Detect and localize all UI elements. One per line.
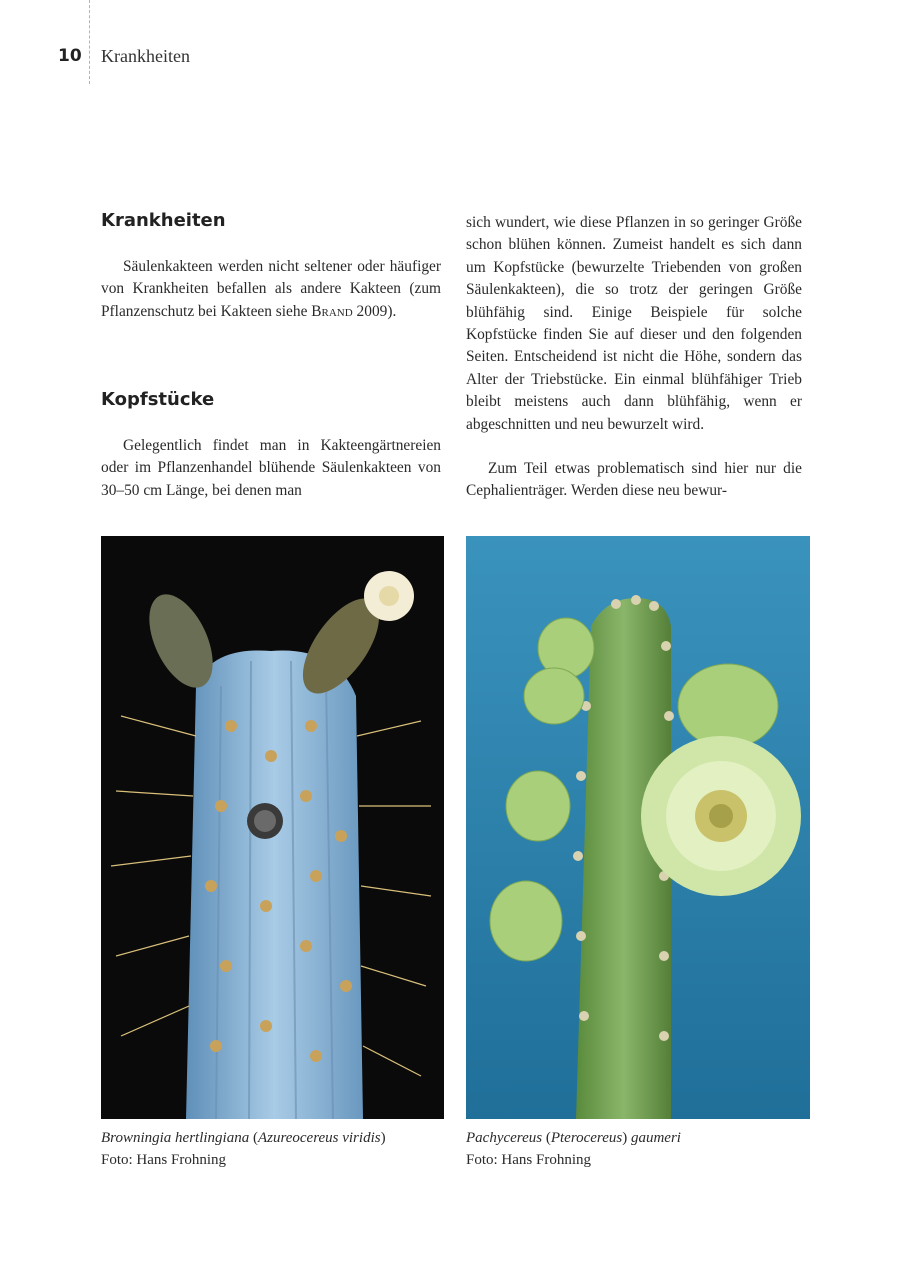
- caption-pachycereus-genus: Pachycereus: [466, 1130, 543, 1146]
- caption-browningia: [101, 1127, 451, 1171]
- paragraph-kopfstuecke-right: sich wundert, wie diese Pflanzen in so geringer Größe schon blühen können. Zumeist handelt es sich dann um Kopfstücke (bewurzelte Triebenden von großen Säulenkakteen), die so trotz der geringen Größe blühfähig sind. Einige Beispiele für solche Kopfstücke finden Sie auf dieser und den folgenden Seiten. Entscheidend ist nicht die Höhe, sondern das Alter der Triebstücke. Ein einmal blühfähiger Trieb bleibt meistens auch dann blühfähig, wenn er abgeschnitten und neu bewurzelt wird.: [466, 214, 802, 433]
- caption-browningia-title: Browningia hertlingiana (Azureocereus viridis): [101, 1130, 386, 1146]
- caption-browningia-species: Browningia hertlingiana: [101, 1130, 250, 1146]
- caption-browningia-credit: Foto: Hans Frohning: [101, 1152, 227, 1168]
- caption-pachycereus-title: Pachycereus (Pterocereus) gaumeri: [466, 1130, 681, 1146]
- heading-krankheiten: Krankheiten: [101, 210, 226, 231]
- browningia-cactus-illustration: [101, 536, 444, 1119]
- citation-year: 2009).: [352, 302, 397, 320]
- caption-browningia-synonym: Azureocereus viridis: [257, 1130, 381, 1146]
- pachycereus-cactus-illustration: [466, 536, 810, 1119]
- caption-pachycereus-species: gaumeri: [630, 1130, 681, 1146]
- running-head: Krankheiten: [101, 46, 190, 66]
- caption-pachycereus-credit: Foto: Hans Frohning: [466, 1152, 592, 1168]
- photo-browningia: [101, 536, 444, 1119]
- margin-rule: [89, 0, 91, 84]
- caption-pachycereus: [466, 1127, 810, 1171]
- paragraph-cephalien: Zum Teil etwas problematisch sind hier nur die Cephalienträger. Werden diese neu bewur-: [466, 460, 802, 500]
- paragraph-krankheiten: [101, 256, 441, 323]
- paragraph-kopfstuecke-left: Gelegentlich findet man in Kakteengärtnereien oder im Pflanzenhandel blühende Säulenkakteen von 30–50 cm Länge, bei denen man: [101, 437, 441, 499]
- photo-pachycereus: [466, 536, 810, 1119]
- paragraph-krankheiten-text: Säulenkakteen werden nicht seltener oder häufiger von Krankheiten befallen als andere Kakteen (zum Pflanzenschutz bei Kakteen siehe: [101, 258, 441, 320]
- citation-author: Brand: [311, 302, 353, 320]
- page-number: 10: [58, 46, 82, 66]
- caption-pachycereus-synonym: Pterocereus: [550, 1130, 623, 1146]
- heading-kopfstuecke: Kopfstücke: [101, 389, 215, 410]
